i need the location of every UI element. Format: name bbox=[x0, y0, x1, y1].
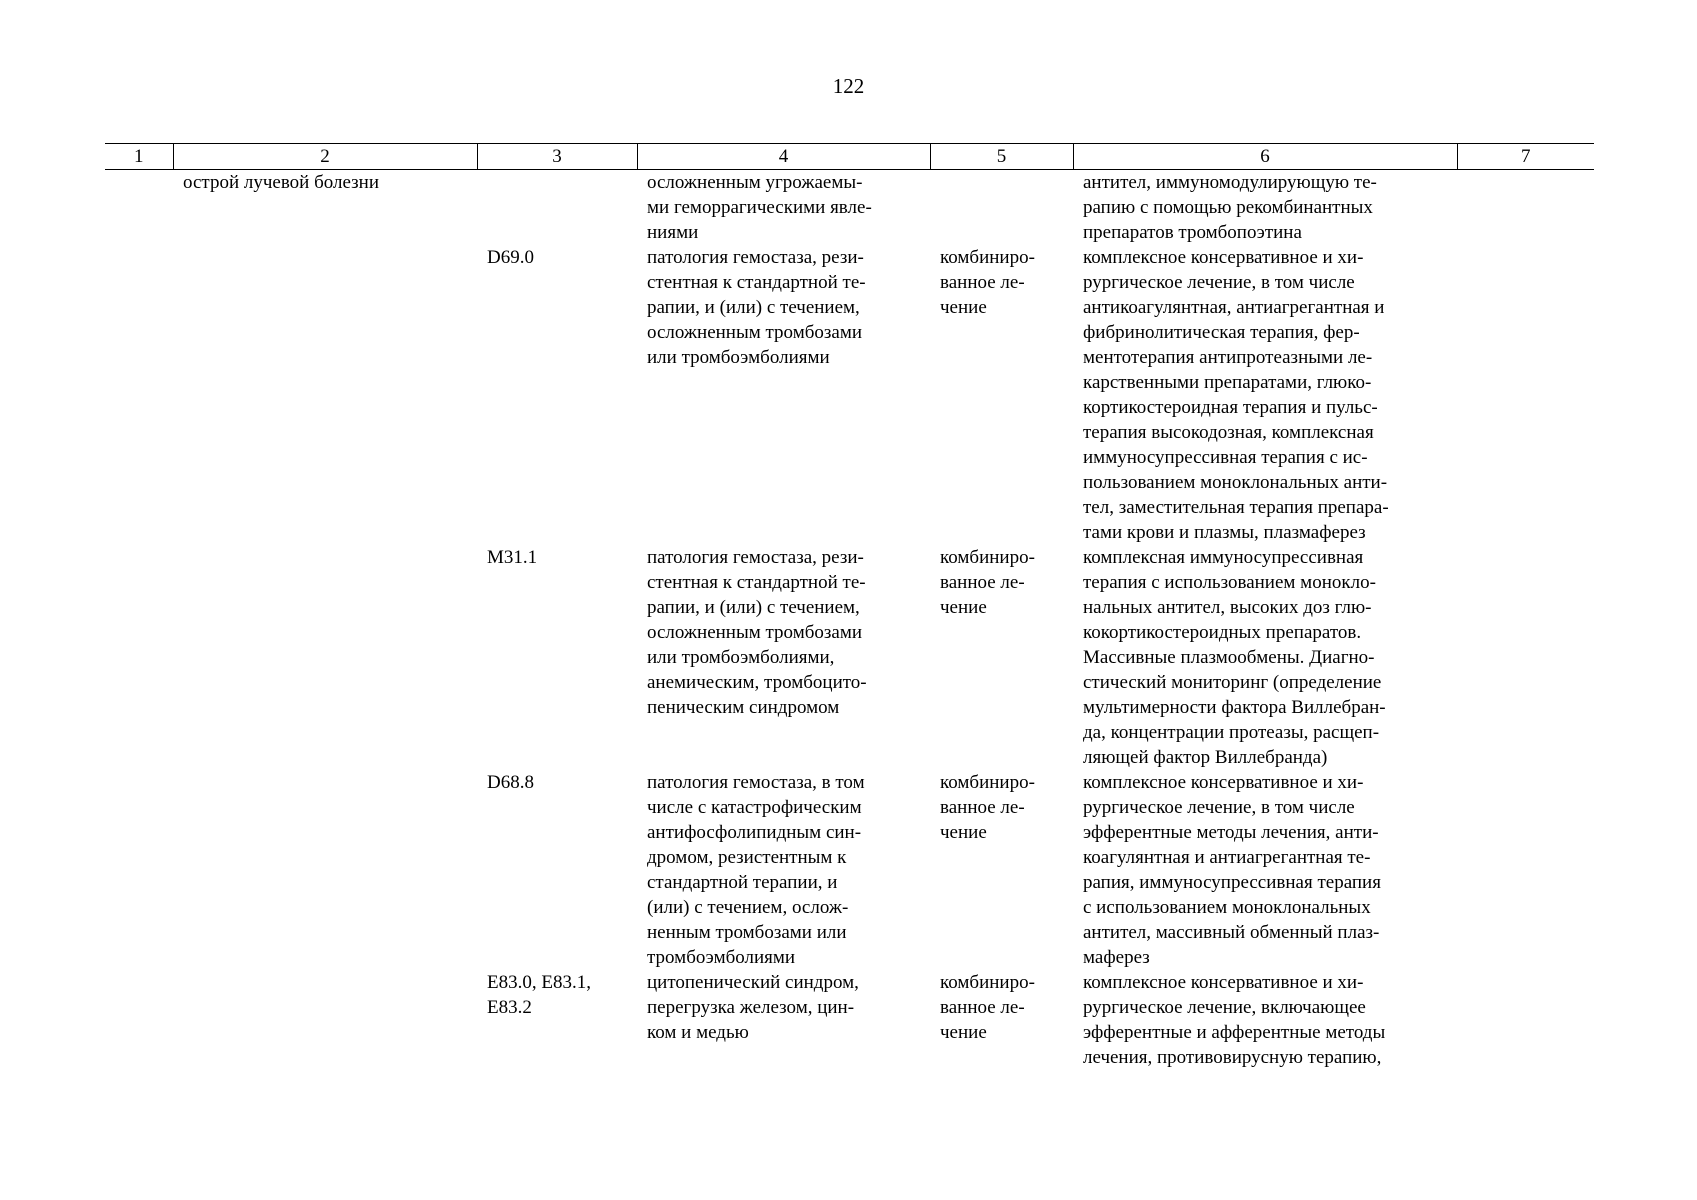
column-header-7: 7 bbox=[1457, 144, 1594, 170]
column-header-5: 5 bbox=[930, 144, 1073, 170]
treatment-type-cell: комбиниро- ванное ле- чение bbox=[940, 772, 1035, 843]
treatment-table bbox=[105, 143, 1594, 1070]
treatment-type-cell: комбиниро- ванное ле- чение bbox=[940, 247, 1035, 318]
table-row bbox=[105, 970, 1594, 1070]
treatment-method-cell: комплексная иммуносупрессивная терапия с использованием моноклo- нальных антител, высоких доз глю- кокортикостероидных препаратов. Массивные плазмообмены. Диагно- стический мониторинг (определение мультимерности фактора Виллебран- да, концентрации протеазы, расщеп- ляющей фактор Виллебранда) bbox=[1083, 547, 1386, 768]
column-header-6: 6 bbox=[1073, 144, 1457, 170]
profile-name-cell: острой лучевой болезни bbox=[183, 172, 379, 193]
icd-code-cell: E83.0, E83.1, E83.2 bbox=[487, 972, 591, 1018]
patient-model-cell: патология гемостаза, в том числе с катастрофическим антифосфолипидным син- дромом, резистентным к стандартной терапии, и (или) с течением, ослож- ненным тромбозами или тромбоэмболиями bbox=[647, 772, 865, 968]
table-row bbox=[105, 170, 1594, 246]
column-header-2: 2 bbox=[173, 144, 477, 170]
table-row bbox=[105, 770, 1594, 970]
patient-model-cell: патология гемостаза, рези- стентная к стандартной те- рапии, и (или) с течением, осложненным тромбозами или тромбоэмболиями, анемическим, тромбоцито- пеническим синдромом bbox=[647, 547, 867, 718]
patient-model-cell: патология гемостаза, рези- стентная к стандартной те- рапии, и (или) с течением, осложненным тромбозами или тромбоэмболиями bbox=[647, 247, 866, 368]
column-header-4: 4 bbox=[637, 144, 930, 170]
treatment-method-cell: комплексное консервативное и хи- рургическое лечение, в том числе антикоагулянтная, антиагрегантная и фибринолитическая терапия, фер- ментотерапия антипротеазными ле- карственными препаратами, глюко- кортикостероидная терапия и пульс- терапия высокодозная, комплексная иммуносупрессивная терапия с ис- пользованием моноклональных анти- тел, заместительная терапия препара- тами крови и плазмы, плазмаферез bbox=[1083, 247, 1389, 543]
treatment-type-cell: комбиниро- ванное ле- чение bbox=[940, 972, 1035, 1043]
table-row bbox=[105, 545, 1594, 770]
column-header-1: 1 bbox=[105, 144, 173, 170]
page-number: 122 bbox=[832, 74, 865, 98]
table-row bbox=[105, 245, 1594, 545]
icd-code-cell: D68.8 bbox=[487, 772, 534, 793]
column-number-row bbox=[105, 144, 1594, 170]
patient-model-cell: цитопенический синдром, перегрузка железом, цин- ком и медью bbox=[647, 972, 859, 1043]
treatment-type-cell: комбиниро- ванное ле- чение bbox=[940, 547, 1035, 618]
treatment-method-cell: комплексное консервативное и хи- рургическое лечение, включающее эфферентные и афферентные методы лечения, противовирусную терапию, bbox=[1083, 972, 1386, 1068]
icd-code-cell: M31.1 bbox=[487, 547, 538, 568]
treatment-method-cell: антител, иммуномодулирующую те- рапию с помощью рекомбинантных препаратов тромбопоэтина bbox=[1083, 172, 1377, 243]
treatment-method-cell: комплексное консервативное и хи- рургическое лечение, в том числе эфферентные методы лечения, анти- коагулянтная и антиагрегантная те- рапия, иммуносупрессивная терапия с использованием моноклональных антител, массивный обменный плаз- маферез bbox=[1083, 772, 1381, 968]
icd-code-cell: D69.0 bbox=[487, 247, 534, 268]
patient-model-cell: осложненным угрожаемы- ми геморрагическими явле- ниями bbox=[647, 172, 872, 243]
column-header-3: 3 bbox=[477, 144, 637, 170]
